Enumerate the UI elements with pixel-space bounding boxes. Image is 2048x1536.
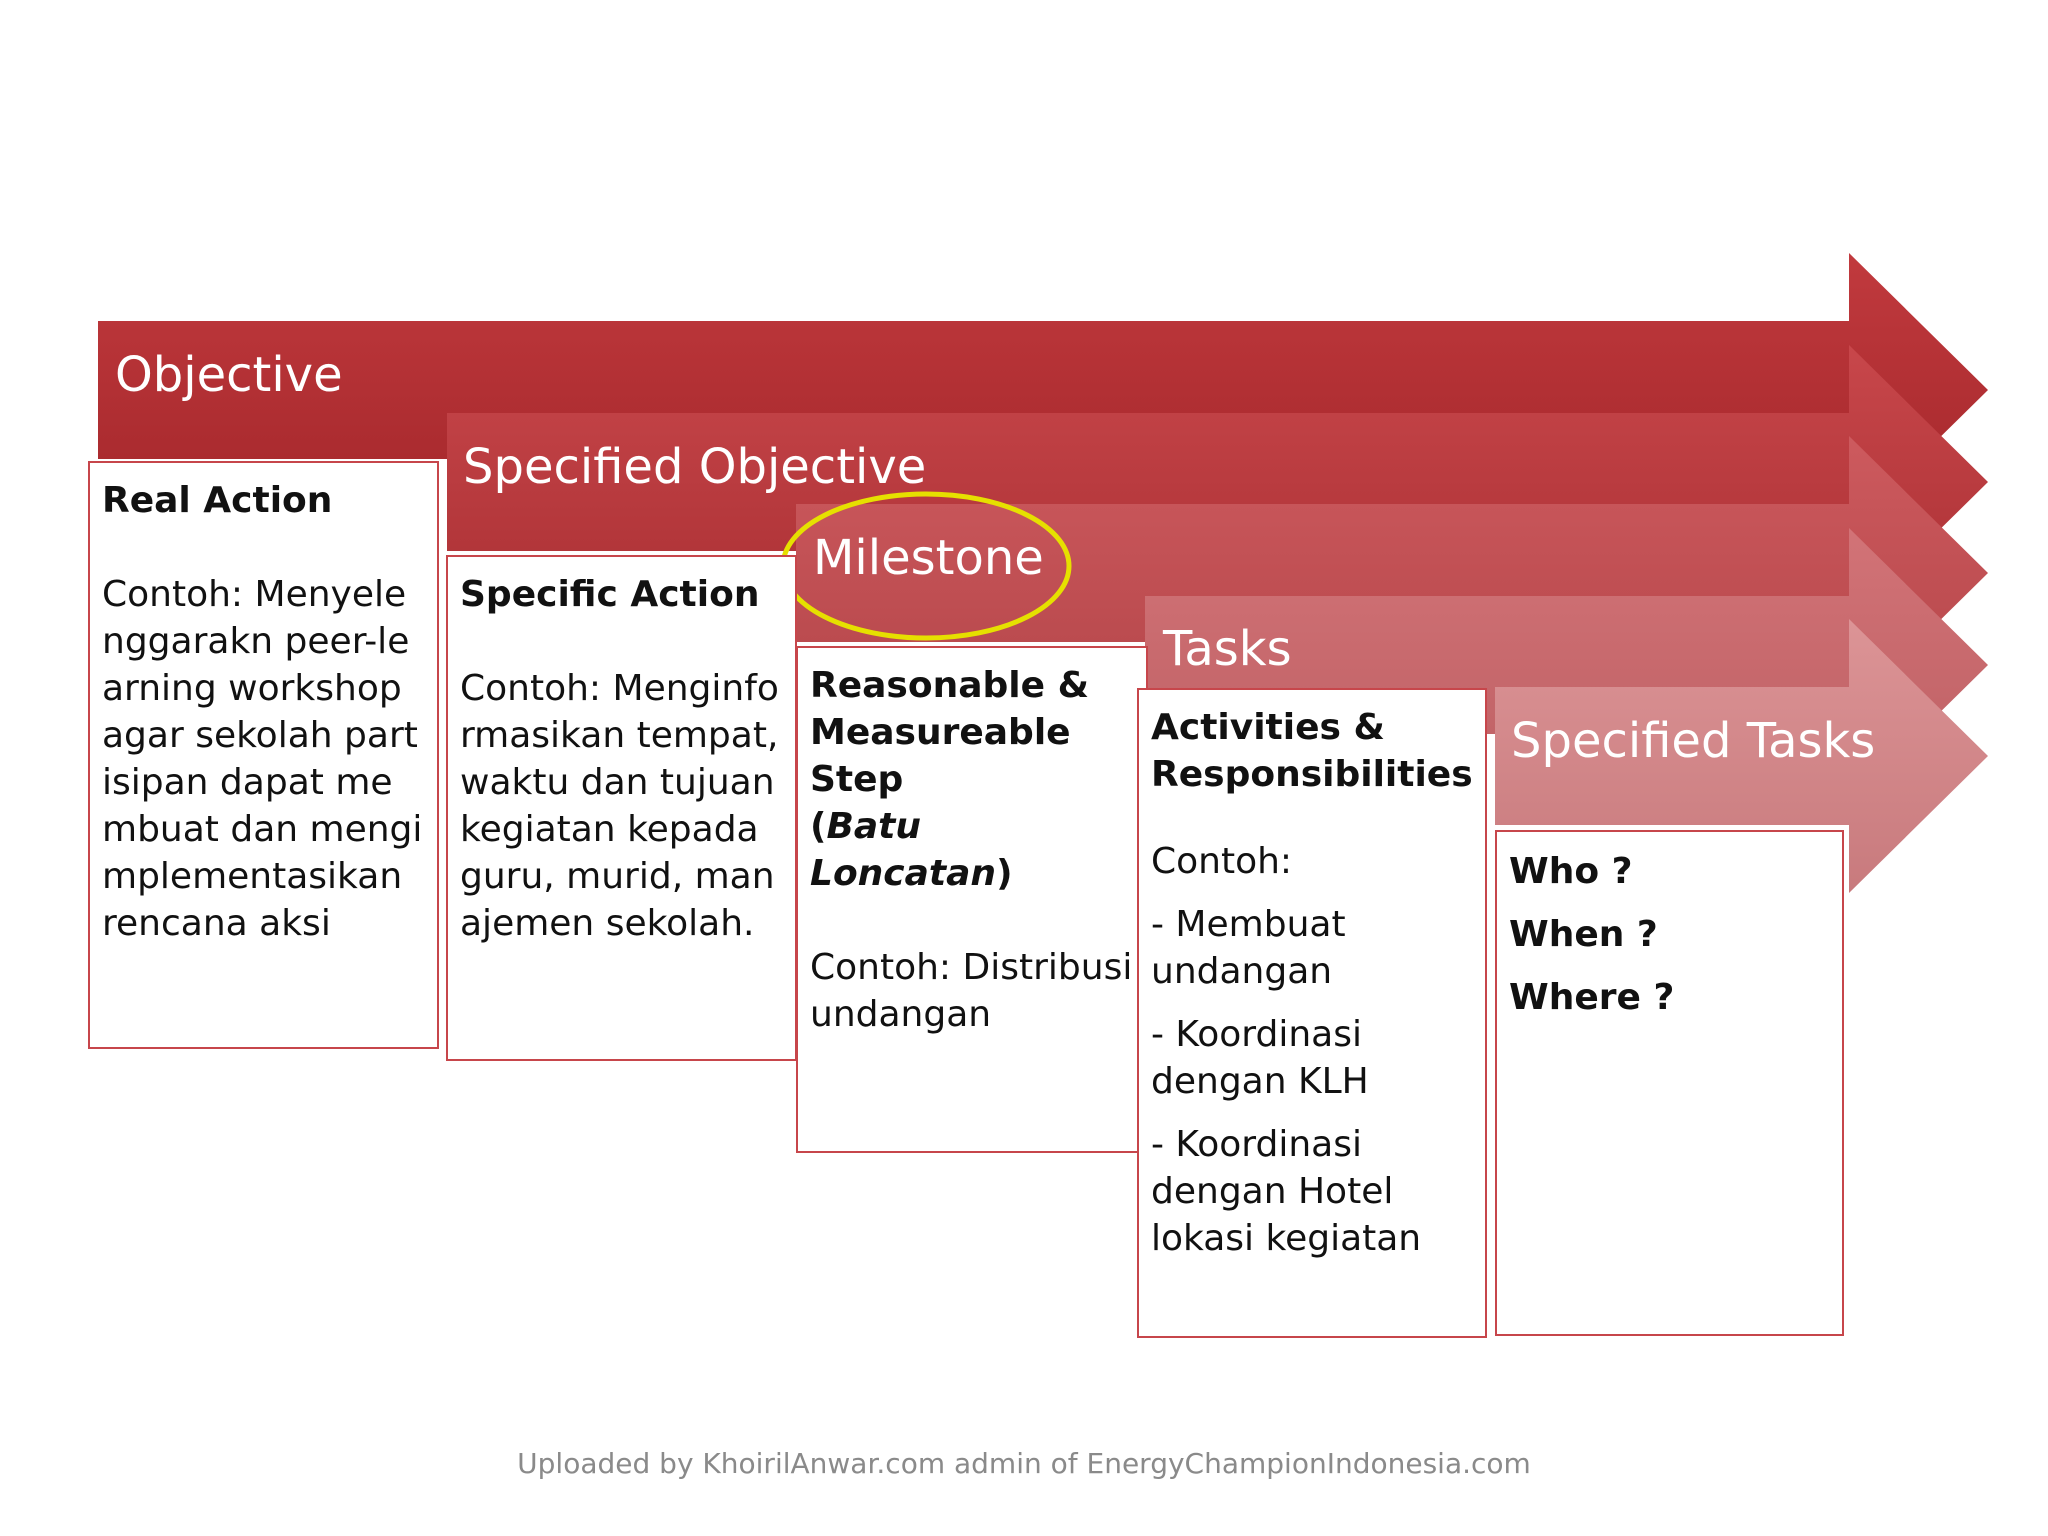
specific-action-box <box>446 555 797 1061</box>
where-question: Where ? <box>1509 977 1675 1018</box>
activity-item: - Koordinasi dengan Hotel lokasi kegiatan <box>1151 1124 1422 1259</box>
activity-item: - Koordinasi dengan KLH <box>1151 1014 1369 1102</box>
reasonable-step-title-line2: Measureable Step <box>810 712 1071 800</box>
reasonable-step-title-line1: Reasonable & <box>810 665 1089 706</box>
objective-label: Objective <box>115 347 343 403</box>
specified-tasks-box <box>1495 830 1844 1336</box>
real-action-example: Contoh: Menyelenggarakn peer-learning workshop agar sekolah partisipan dapat membuat dan mengimplementasikan rencana aksi <box>102 574 423 944</box>
activities-box <box>1137 688 1487 1338</box>
who-question: Who ? <box>1509 851 1633 892</box>
reasonable-step-box <box>796 646 1148 1153</box>
when-question: When ? <box>1509 914 1658 955</box>
activities-title-line1: Activities & <box>1151 707 1385 748</box>
specific-action-example: Contoh: Menginformasikan tempat, waktu dan tujuan kegiatan kepada guru, murid, manajemen sekolah. <box>460 668 779 944</box>
reasonable-step-example: Contoh: Distribusi undangan <box>810 947 1133 1035</box>
real-action-box <box>88 461 439 1049</box>
specific-action-title: Specific Action <box>460 574 760 615</box>
activity-item: - Membuat undangan <box>1151 904 1346 992</box>
specified-objective-label: Specified Objective <box>463 439 927 495</box>
upload-credit-footer: Uploaded by KhoirilAnwar.com admin of EnergyChampionIndonesia.com <box>517 1447 1531 1480</box>
tasks-label: Tasks <box>1163 621 1292 677</box>
real-action-title: Real Action <box>102 480 333 521</box>
batu-loncatan-text: Batu Loncatan <box>810 806 997 894</box>
reasonable-step-subtitle: (Batu Loncatan) <box>810 806 1013 894</box>
specified-tasks-label: Specified Tasks <box>1511 713 1876 769</box>
activities-title-line2: Responsibilities <box>1151 754 1473 795</box>
milestone-label: Milestone <box>813 530 1044 586</box>
activities-intro: Contoh: <box>1151 841 1293 882</box>
